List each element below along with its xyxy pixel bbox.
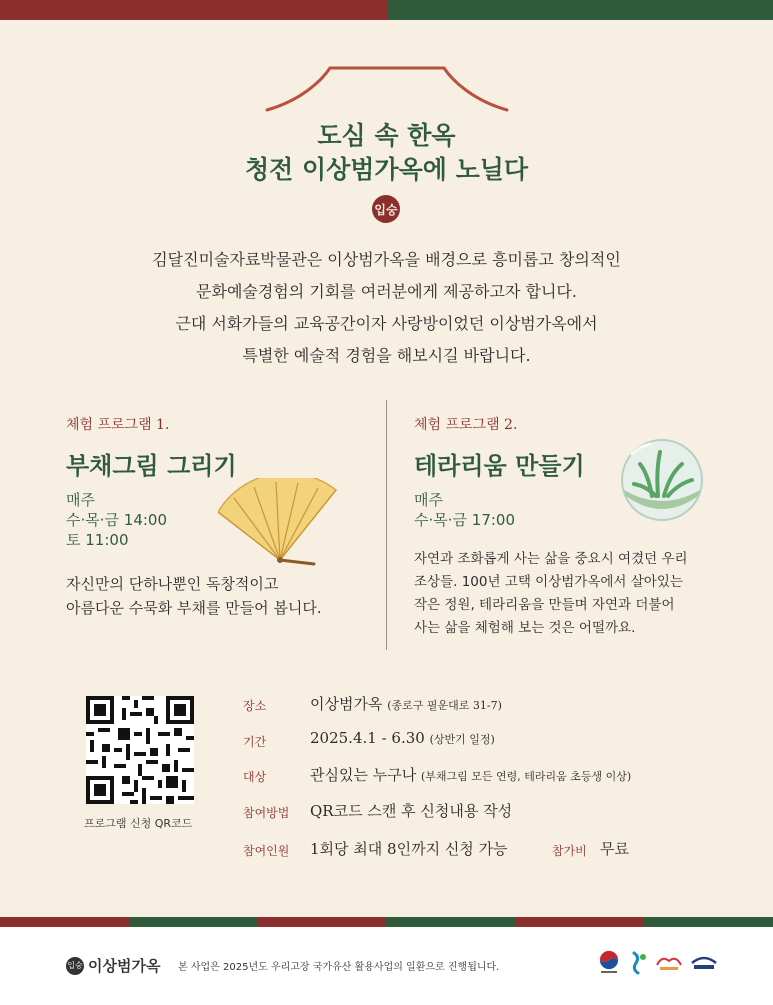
period-value: 2025.4.1 - 6.30	[310, 729, 425, 747]
jongno-logo-icon	[626, 949, 652, 975]
intro-line: 특별한 예술적 경험을 해보시길 바랍니다.	[242, 346, 531, 365]
info-label-target: 대상	[243, 770, 267, 784]
program-1-schedule	[66, 490, 167, 550]
qr-code[interactable]	[86, 696, 194, 804]
cheongjeon-logo-icon	[688, 949, 720, 975]
program-2-schedule	[414, 490, 515, 530]
info-label-period: 기간	[243, 735, 267, 749]
program-2-label: 체험 프로그램 2.	[414, 417, 518, 433]
title-line-2: 청전 이상범가옥에 노닐다	[244, 155, 529, 184]
period-note: (상반기 일정)	[429, 733, 495, 746]
seal-stamp	[372, 195, 400, 223]
footer-seal	[66, 957, 84, 975]
info-label-people: 참여인원	[243, 844, 290, 858]
column-divider	[386, 400, 387, 650]
museum-logo-icon	[654, 949, 684, 975]
program-2-description	[414, 548, 688, 640]
top-bar-green	[387, 0, 773, 20]
description-line: 조상들. 100년 고택 이상범가옥에서 살아있는	[414, 574, 683, 590]
info-value-place	[310, 693, 502, 714]
intro-line: 문화예술경험의 기회를 여러분에게 제공하고자 합니다.	[196, 282, 577, 301]
info-value-fee: 무료	[600, 840, 629, 858]
seal-text: 입숭	[374, 202, 398, 217]
info-label-fee: 참가비	[552, 844, 587, 858]
hanok-roof-icon	[262, 60, 512, 120]
place-note: (종로구 필운대로 31-7)	[387, 699, 502, 712]
description-line: 사는 삶을 체험해 보는 것은 어떨까요.	[414, 620, 636, 636]
target-value: 관심있는 누구나	[310, 766, 417, 784]
footer-logo	[66, 955, 160, 976]
description-line: 아름다운 수묵화 부채를 만들어 봅니다.	[66, 599, 322, 617]
info-value-target	[310, 764, 631, 785]
info-value-method: QR코드 스캔 후 신청내용 작성	[310, 802, 513, 820]
footer-note: 본 사업은 2025년도 우리고장 국가유산 활용사업의 일환으로 진행됩니다.	[178, 962, 500, 973]
program-1-title: 부채그림 그리기	[66, 452, 237, 480]
folding-fan-icon	[218, 478, 358, 568]
schedule-line: 매주	[414, 491, 443, 509]
title-line-1: 도심 속 한옥	[317, 121, 456, 150]
schedule-line: 토 11:00	[66, 531, 129, 549]
info-label-method: 참여방법	[243, 806, 290, 820]
program-1-label: 체험 프로그램 1.	[66, 417, 170, 433]
schedule-line: 매주	[66, 491, 95, 509]
qr-caption: 프로그램 신청 QR코드	[84, 817, 193, 830]
footer-seal-text: 입숭	[67, 961, 83, 970]
terrarium-icon	[612, 434, 712, 524]
description-line: 자연과 조화롭게 사는 삶을 중요시 여겼던 우리	[414, 551, 688, 567]
target-note: (부채그림 모든 연령, 테라리움 초등생 이상)	[420, 770, 632, 783]
info-label-place: 장소	[243, 699, 267, 713]
description-line: 작은 정원, 테라리움을 만들며 자연과 더불어	[414, 597, 675, 613]
info-value-period	[310, 729, 495, 747]
intro-line: 근대 서화가들의 교육공간이자 사랑방이었던 이상범가옥에서	[175, 314, 598, 333]
info-value-people: 1회당 최대 8인까지 신청 가능	[310, 840, 508, 858]
description-line: 자신만의 단하나뿐인 독창적이고	[66, 575, 279, 593]
bottom-stripe	[0, 917, 773, 927]
program-1-description	[66, 572, 322, 620]
intro-line: 김달진미술자료박물관은 이상범가옥을 배경으로 흥미롭고 창의적인	[152, 250, 621, 269]
top-bar-red	[0, 0, 387, 20]
footer-brand: 이상범가옥	[88, 957, 161, 975]
place-value: 이상범가옥	[310, 695, 383, 713]
national-heritage-logo-icon	[596, 949, 622, 975]
schedule-line: 수·목·금 17:00	[414, 511, 516, 529]
program-2-title: 테라리움 만들기	[414, 452, 585, 480]
schedule-line: 수·목·금 14:00	[66, 511, 168, 529]
